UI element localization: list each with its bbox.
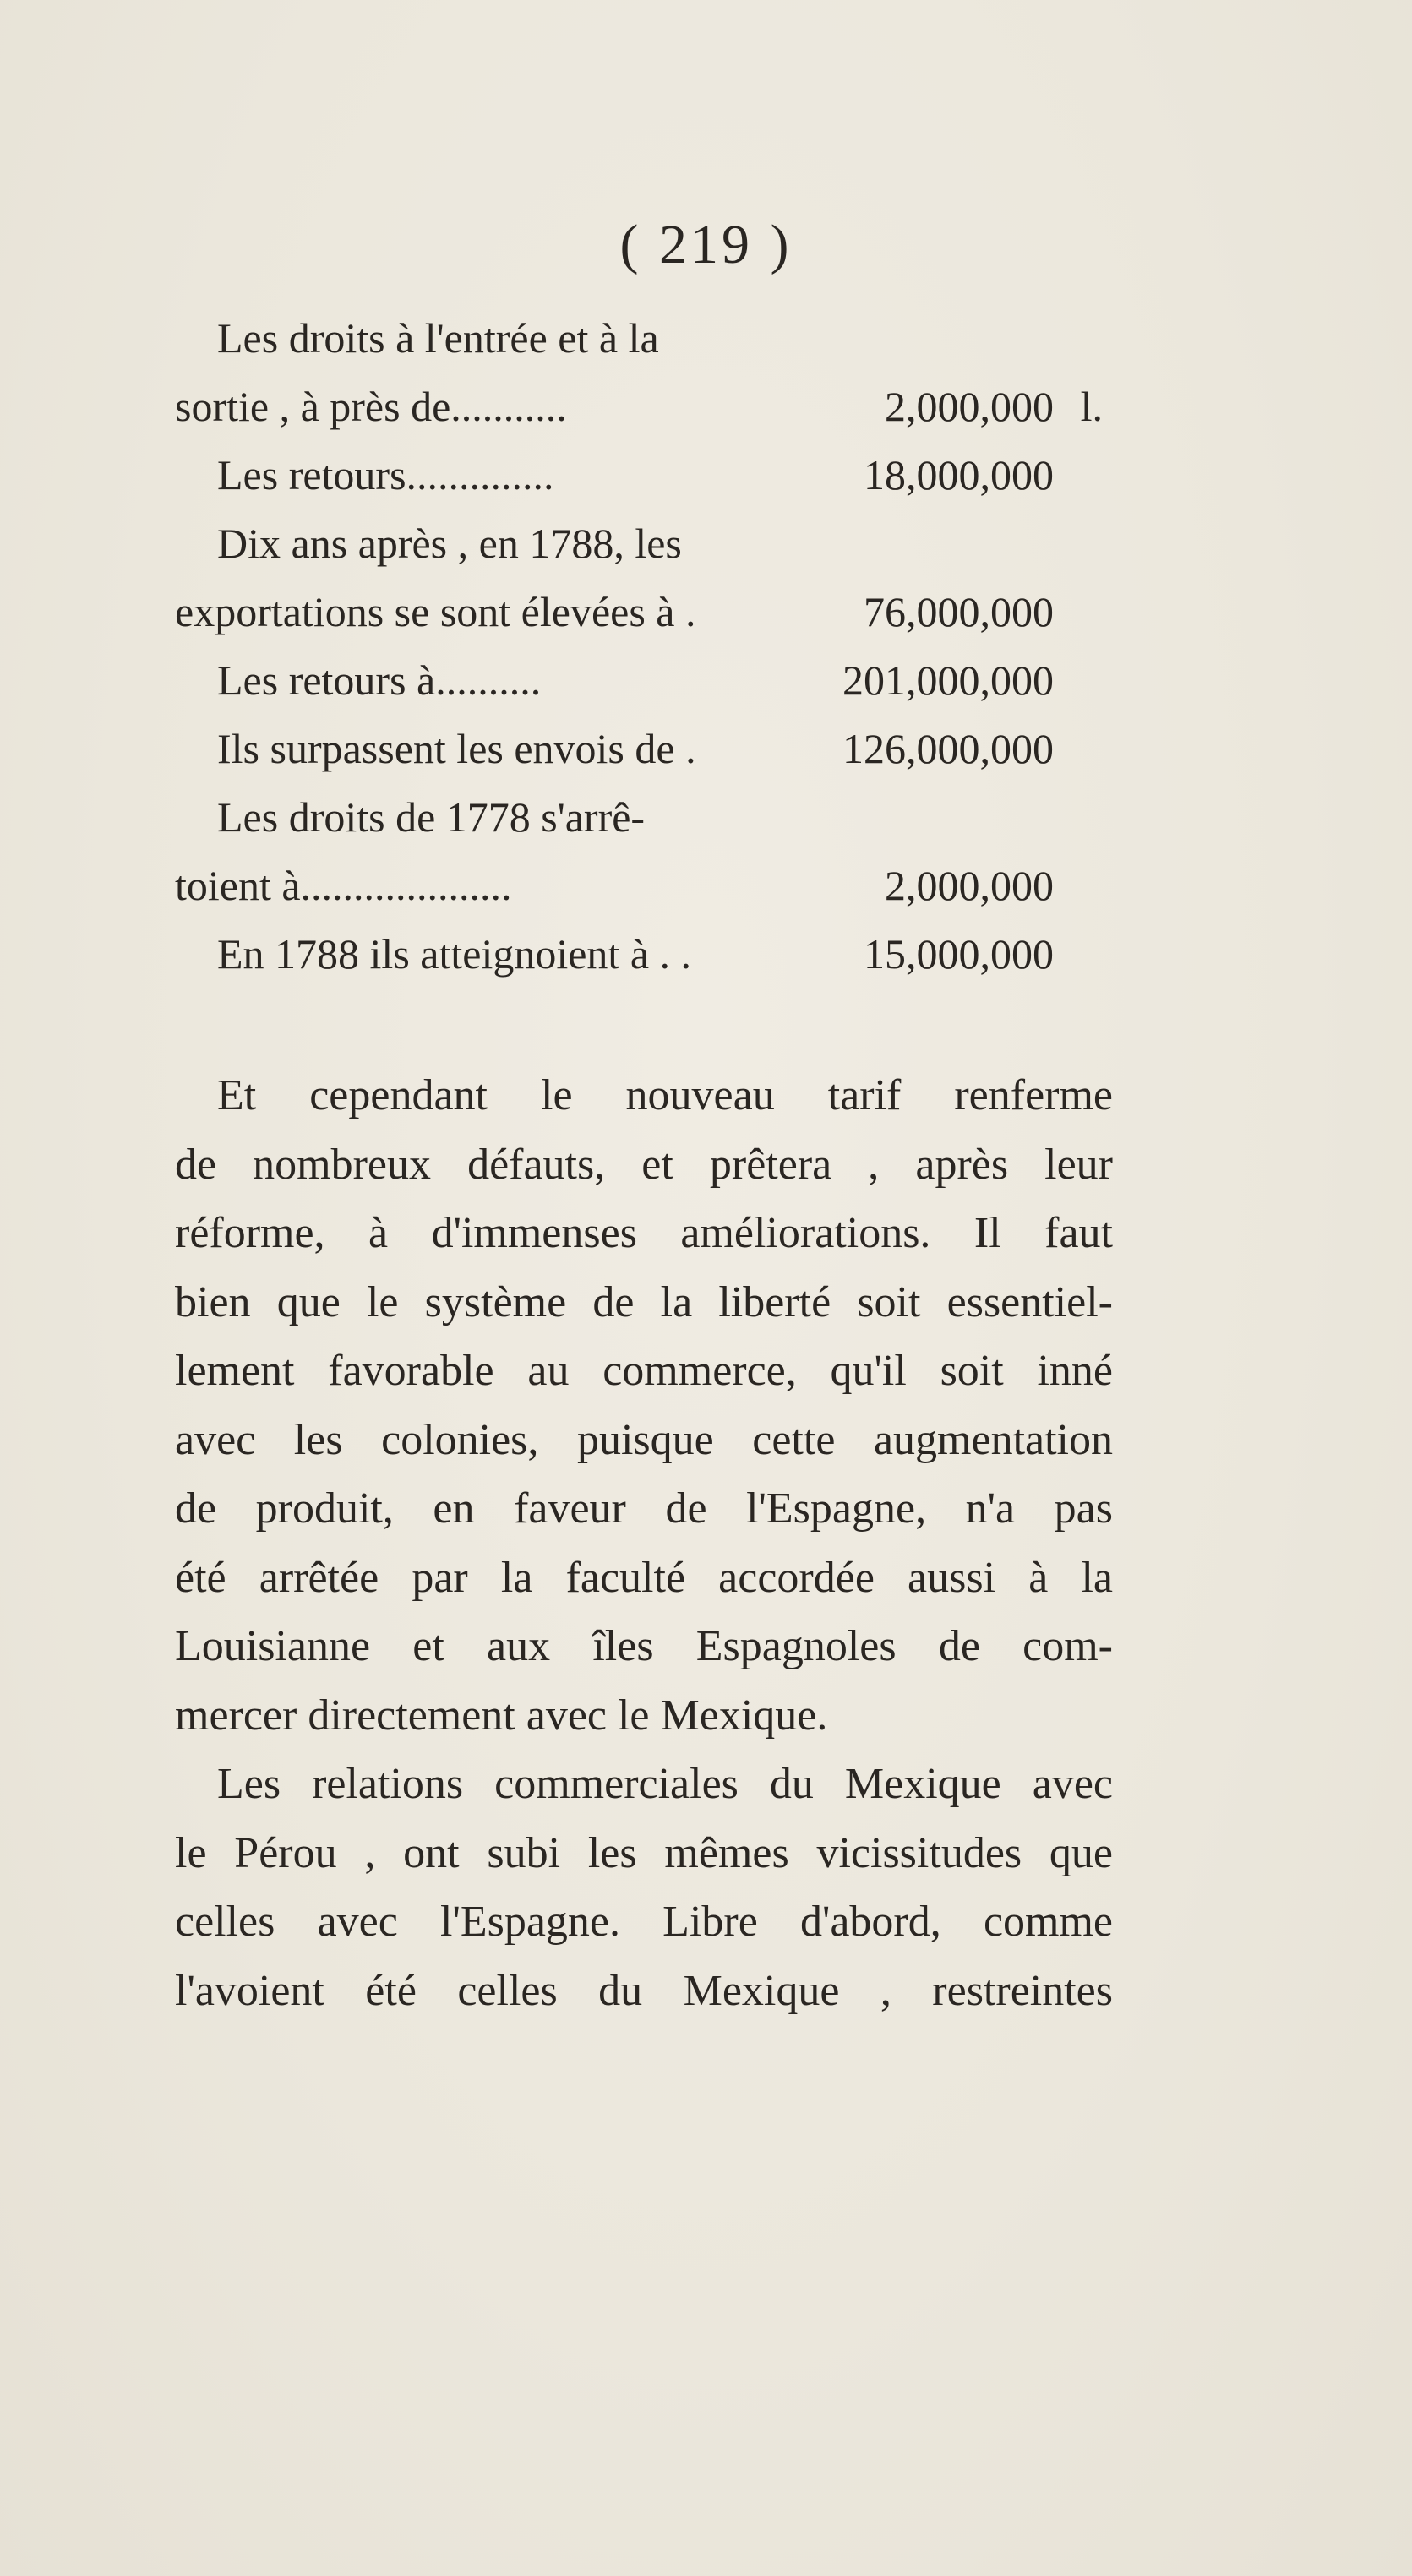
text-line: de nombreux défauts, et prêtera , après leur <box>175 1140 1113 1189</box>
text-line: Louisianne et aux îles Espagnoles de com- <box>175 1622 1113 1670</box>
text-line: celles avec l'Espagne. Libre d'abord, comme <box>175 1898 1113 1946</box>
table-row <box>175 920 1113 988</box>
row-label: Les droits de 1778 s'arrê- <box>217 793 646 841</box>
table-row <box>175 852 1113 919</box>
page-number: ( 219 ) <box>619 214 793 275</box>
table-row <box>175 646 1113 714</box>
table-row <box>175 578 1113 645</box>
row-label: En 1788 ils atteignoient à . . <box>217 930 692 978</box>
row-label: exportations se sont élevées à . <box>175 588 696 635</box>
paragraph <box>175 1750 1113 2025</box>
body-text <box>175 1061 1113 2025</box>
row-amount: 2,000,000 <box>885 862 1054 909</box>
table-row <box>175 304 1113 372</box>
text-line: Les relations commerciales du Mexique avec <box>217 1760 1113 1808</box>
row-label: Ils surpassent les envois de . <box>217 725 696 772</box>
row-amount: 201,000,000 <box>842 656 1054 704</box>
text-line: mercer directement avec le Mexique. <box>175 1691 828 1740</box>
table-row <box>175 783 1113 851</box>
row-amount: 15,000,000 <box>864 930 1054 978</box>
text-line: bien que le système de la liberté soit essentiel- <box>175 1277 1113 1326</box>
table-row <box>175 509 1113 577</box>
row-amount: 76,000,000 <box>864 588 1054 635</box>
text-line: été arrêtée par la faculté accordée aussi à la <box>175 1553 1113 1602</box>
text-line: lement favorable au commerce, qu'il soit inné <box>175 1347 1113 1395</box>
trade-figures-table <box>175 304 1113 997</box>
text-line: avec les colonies, puisque cette augmentation <box>175 1415 1113 1464</box>
row-label: Les retours.............. <box>217 451 554 498</box>
text-line: le Pérou , ont subi les mêmes vicissitudes que <box>175 1828 1113 1877</box>
row-label: Les droits à l'entrée et à la <box>217 314 659 362</box>
table-row <box>175 373 1113 440</box>
text-line: Et cependant le nouveau tarif renferme <box>217 1071 1113 1119</box>
row-amount: 2,000,000 <box>885 383 1054 430</box>
row-label: sortie , à près de........... <box>175 383 567 430</box>
text-line: réforme, à d'immenses améliorations. Il faut <box>175 1209 1113 1257</box>
paragraph <box>175 1061 1113 1750</box>
row-label: Les retours à.......... <box>217 656 542 704</box>
row-unit: l. <box>1080 383 1103 430</box>
text-line: de produit, en faveur de l'Espagne, n'a pas <box>175 1484 1113 1533</box>
row-amount: 126,000,000 <box>842 725 1054 772</box>
row-label: Dix ans après , en 1788, les <box>217 520 682 567</box>
text-line: l'avoient été celles du Mexique , restreintes <box>175 1966 1113 2015</box>
table-row <box>175 715 1113 782</box>
row-label: toient à.................... <box>175 862 512 909</box>
row-amount: 18,000,000 <box>864 451 1054 498</box>
table-row <box>175 441 1113 509</box>
